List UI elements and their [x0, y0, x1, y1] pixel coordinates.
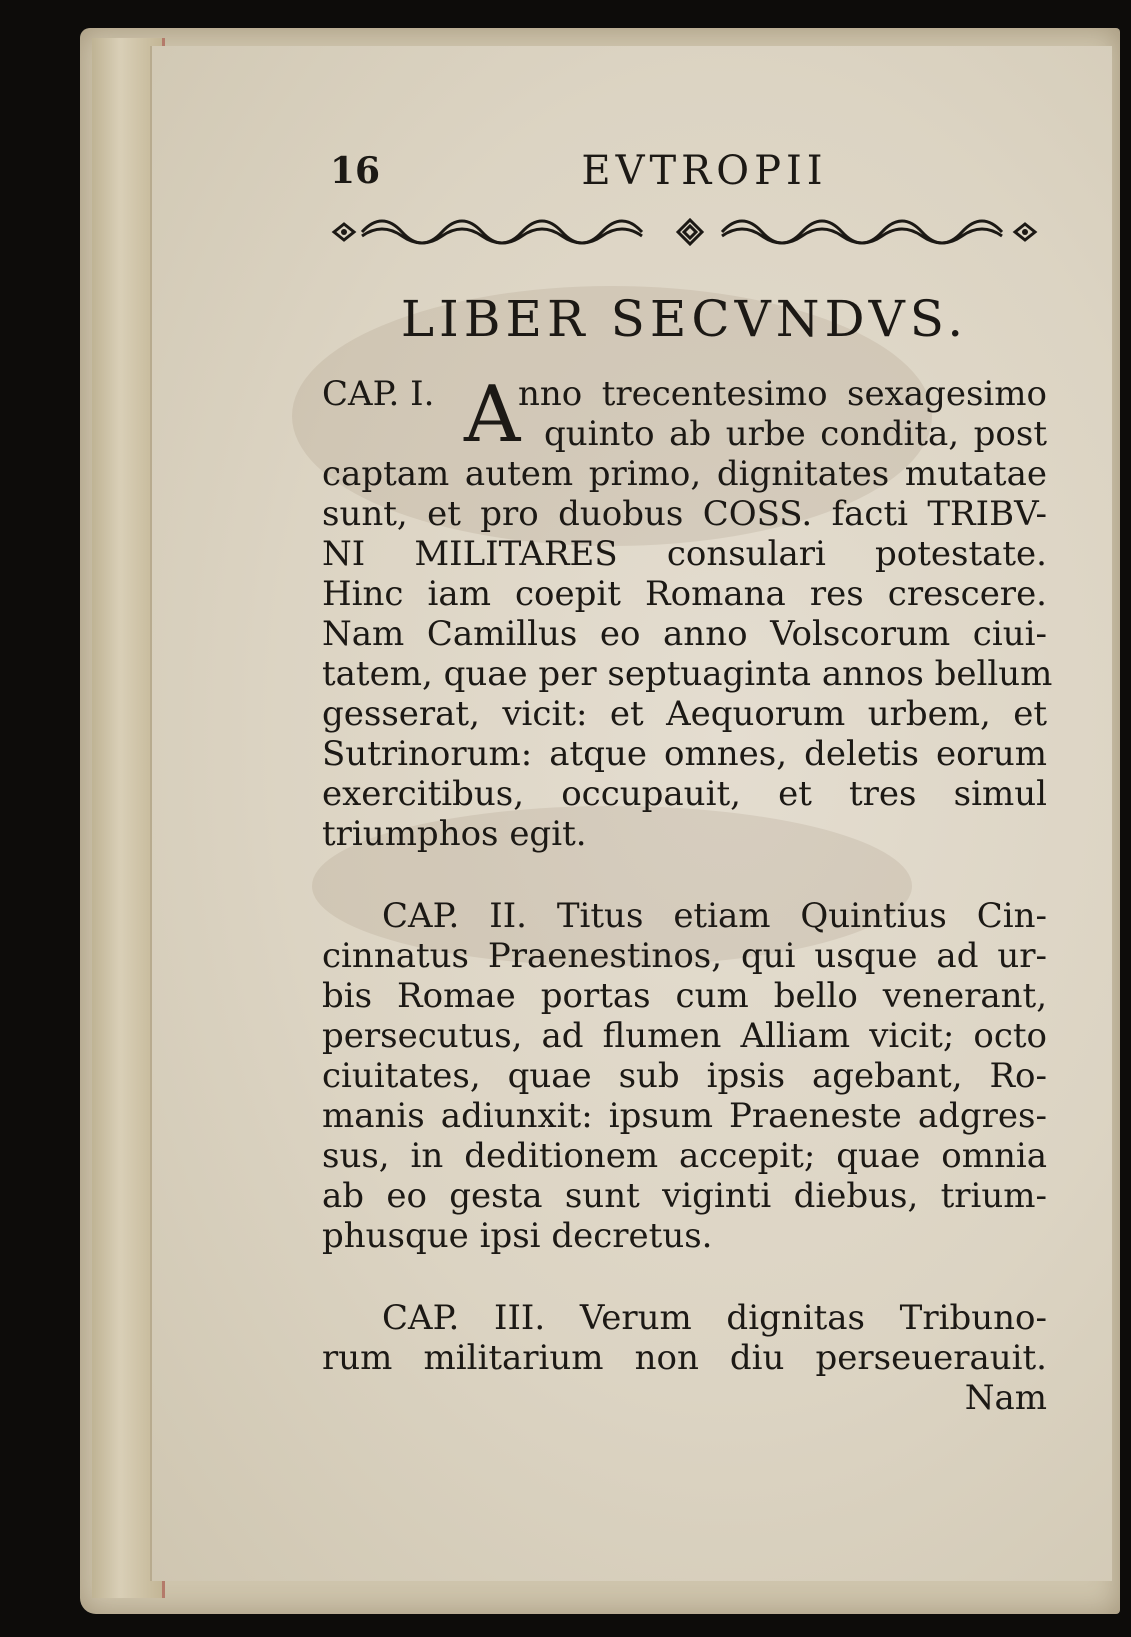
text-line: nno trecentesimo sexagesimo — [518, 374, 1047, 414]
text-line: captam autem primo, dignitates mutatae — [322, 454, 1047, 494]
text-line: tatem, quae per septuaginta annos bellum — [322, 654, 1053, 694]
running-head — [322, 150, 1047, 208]
text-line: manis adiunxit: ipsum Praeneste adgres- — [322, 1096, 1047, 1136]
ornament-icon — [322, 212, 1047, 252]
page-number: 16 — [330, 150, 381, 192]
text-line: Hinc iam coepit Romana res crescere. — [322, 574, 1047, 614]
text-line: sunt, et pro duobus COSS. facti TRIBV- — [322, 494, 1047, 534]
running-title: EVTROPII — [581, 148, 828, 194]
text-line: NI MILITARES consulari potestate. — [322, 534, 1047, 574]
chapter-2 — [322, 896, 1047, 1256]
chapter-3 — [322, 1298, 1047, 1418]
text-line: rum militarium non diu perseuerauit. — [322, 1338, 1047, 1378]
text-block — [322, 148, 1053, 1418]
text-line: persecutus, ad flumen Alliam vicit; octo — [322, 1016, 1047, 1056]
text-line: CAP. II. Titus etiam Quintius Cin- — [382, 896, 1047, 936]
text-line: CAP. III. Verum dignitas Tribuno- — [382, 1298, 1047, 1338]
catchword: Nam — [964, 1378, 1047, 1418]
text-line: sus, in deditionem accepit; quae omnia — [322, 1136, 1047, 1176]
text-line: exercitibus, occupauit, et tres simul — [322, 774, 1047, 814]
text-line: ciuitates, quae sub ipsis agebant, Ro- — [322, 1056, 1047, 1096]
text-line: ab eo gesta sunt viginti diebus, trium- — [322, 1176, 1047, 1216]
drop-cap: A — [464, 370, 521, 460]
text-line: triumphos egit. — [322, 814, 587, 854]
text-line: quinto ab urbe condita, post — [544, 414, 1047, 454]
book-title: LIBER SECVNDVS. — [400, 290, 969, 348]
text-line: Sutrinorum: atque omnes, deletis eorum — [322, 734, 1047, 774]
text-line: phusque ipsi decretus. — [322, 1216, 713, 1256]
text-line: cinnatus Praenestinos, qui usque ad ur- — [322, 936, 1047, 976]
text-line: Nam Camillus eo anno Volscorum ciui- — [322, 614, 1047, 654]
chapter-label: CAP. I. — [322, 374, 435, 414]
chapter-1 — [322, 370, 1053, 854]
text-line: gesserat, vicit: et Aequorum urbem, et — [322, 694, 1047, 734]
text-line: bis Romae portas cum bello venerant, — [322, 976, 1047, 1016]
